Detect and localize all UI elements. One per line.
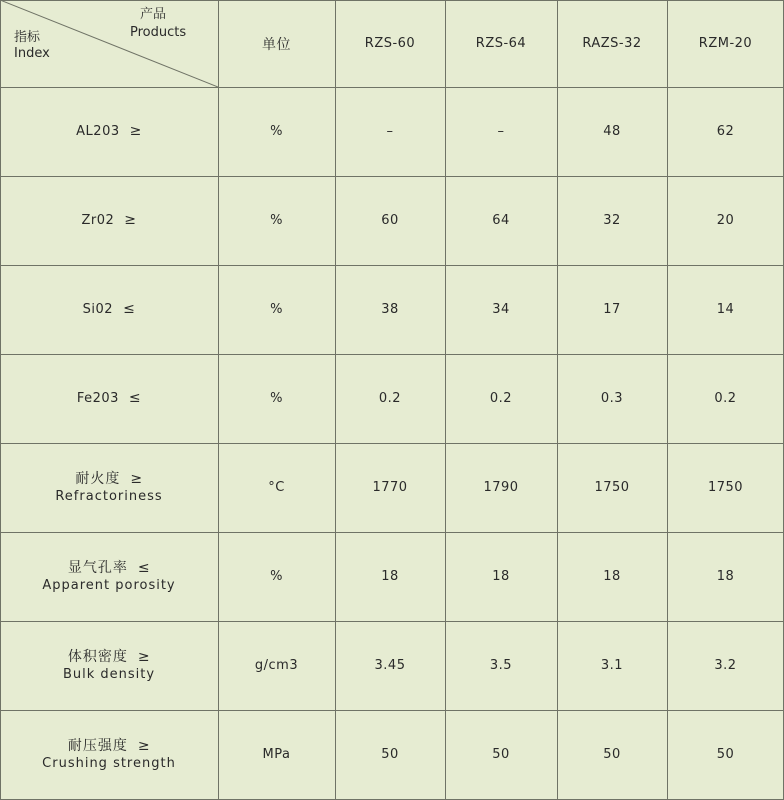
property-name: 耐压强度 xyxy=(67,737,128,754)
value-cell: 1790 xyxy=(483,480,519,495)
property-name: AL203 xyxy=(76,124,120,139)
property-label xyxy=(81,212,136,229)
index-en: Index xyxy=(14,46,50,61)
value-cell: 18 xyxy=(603,569,621,584)
property-name-line xyxy=(68,560,150,577)
value-cell: 3.1 xyxy=(600,658,624,673)
value-cell: 3.45 xyxy=(374,658,406,673)
property-label xyxy=(76,123,142,140)
comparison-symbol: ≤ xyxy=(137,559,151,576)
column-divider xyxy=(667,0,668,800)
value-cell: – xyxy=(386,124,394,139)
property-name-line xyxy=(76,123,142,140)
row-divider xyxy=(0,532,784,533)
value-cell: 0.3 xyxy=(600,391,624,406)
property-label xyxy=(63,649,155,683)
value-cell: 50 xyxy=(381,747,399,762)
property-label-cell xyxy=(0,532,218,621)
column-divider xyxy=(218,0,219,800)
value-cell: 38 xyxy=(381,302,399,317)
property-label xyxy=(77,390,141,407)
value-cell: 50 xyxy=(492,747,510,762)
value-cell: – xyxy=(497,124,505,139)
row-divider xyxy=(0,265,784,266)
unit-cell: % xyxy=(270,302,283,317)
property-label xyxy=(55,471,162,505)
product-header-1: RZS-60 xyxy=(364,36,416,51)
property-name-line xyxy=(68,738,150,755)
value-cell: 3.5 xyxy=(489,658,513,673)
property-name-line xyxy=(68,649,150,666)
row-divider xyxy=(0,87,784,88)
product-header-2: RZS-64 xyxy=(475,36,527,51)
value-cell: 1750 xyxy=(594,480,630,495)
product-header-4: RZM-20 xyxy=(698,36,753,51)
value-cell: 32 xyxy=(603,213,621,228)
products-en: Products xyxy=(130,25,187,40)
property-english-name: Bulk density xyxy=(62,666,156,682)
row-divider xyxy=(0,354,784,355)
value-cell: 17 xyxy=(603,302,621,317)
property-name: 体积密度 xyxy=(67,648,128,665)
value-cell: 1750 xyxy=(707,480,744,495)
comparison-symbol: ≥ xyxy=(137,737,151,754)
value-cell: 34 xyxy=(492,302,510,317)
value-cell: 18 xyxy=(381,569,399,584)
property-name-line xyxy=(75,471,142,488)
value-cell: 0.2 xyxy=(378,391,402,406)
value-cell: 50 xyxy=(603,747,621,762)
row-divider xyxy=(0,621,784,622)
property-english-name: Apparent porosity xyxy=(42,577,176,593)
value-cell: 20 xyxy=(716,213,735,228)
property-name: Zr02 xyxy=(81,213,115,228)
unit-cell: % xyxy=(270,569,283,584)
column-divider xyxy=(557,0,558,800)
unit-cell: g/cm3 xyxy=(254,658,299,673)
unit-header: 单位 xyxy=(262,36,291,53)
comparison-symbol: ≥ xyxy=(137,648,151,665)
product-header-3: RAZS-32 xyxy=(582,36,642,51)
row-divider xyxy=(0,443,784,444)
property-name: Fe203 xyxy=(76,391,119,406)
property-label-cell xyxy=(0,265,218,354)
column-divider xyxy=(335,0,336,800)
property-label-cell xyxy=(0,710,218,799)
property-name-line xyxy=(77,390,141,407)
unit-cell: % xyxy=(270,391,283,406)
unit-cell: % xyxy=(270,124,283,139)
value-cell: 48 xyxy=(603,124,621,139)
property-label-cell xyxy=(0,443,218,532)
unit-cell: MPa xyxy=(262,747,291,762)
products-header-label xyxy=(130,6,186,42)
unit-cell: °C xyxy=(268,480,285,495)
comparison-symbol: ≥ xyxy=(129,123,142,139)
value-cell: 62 xyxy=(716,124,735,139)
value-cell: 14 xyxy=(716,302,735,317)
property-name-line xyxy=(83,301,136,318)
value-cell: 18 xyxy=(716,569,735,584)
property-english-name: Crushing strength xyxy=(42,755,176,771)
property-label-cell xyxy=(0,621,218,710)
property-name-line xyxy=(81,212,136,229)
comparison-symbol: ≥ xyxy=(124,212,137,228)
value-cell: 18 xyxy=(492,569,510,584)
property-english-name: Refractoriness xyxy=(55,488,163,504)
property-name: 耐火度 xyxy=(75,470,121,487)
value-cell: 0.2 xyxy=(489,391,513,406)
property-name: Si02 xyxy=(82,302,114,317)
value-cell: 3.2 xyxy=(714,658,737,673)
index-cn: 指标 xyxy=(14,30,41,45)
comparison-symbol: ≤ xyxy=(123,301,136,317)
value-cell: 0.2 xyxy=(714,391,737,406)
value-cell: 1770 xyxy=(372,480,408,495)
property-label xyxy=(42,738,176,772)
value-cell: 60 xyxy=(381,213,399,228)
corner-header-cell xyxy=(0,0,218,87)
row-divider xyxy=(0,176,784,177)
value-cell: 50 xyxy=(716,747,735,762)
property-label-cell xyxy=(0,87,218,176)
value-cell: 64 xyxy=(492,213,510,228)
property-label xyxy=(83,301,136,318)
row-divider xyxy=(0,710,784,711)
index-header-label xyxy=(14,30,50,62)
property-label xyxy=(42,560,175,594)
unit-cell: % xyxy=(270,213,283,228)
property-label-cell xyxy=(0,354,218,443)
products-cn: 产品 xyxy=(140,7,167,22)
property-label-cell xyxy=(0,176,218,265)
comparison-symbol: ≥ xyxy=(130,470,143,487)
comparison-symbol: ≤ xyxy=(128,390,142,406)
property-name: 显气孔率 xyxy=(67,559,128,576)
column-divider xyxy=(445,0,446,800)
